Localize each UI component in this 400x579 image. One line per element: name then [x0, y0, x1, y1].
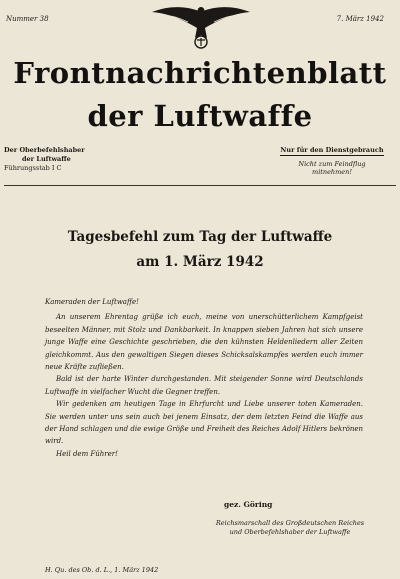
- sender-line2: der Luftwaffe: [22, 155, 71, 163]
- order-body: [45, 296, 363, 460]
- body-paragraph-2: Bald ist der harte Winter durchgestanden. Mit steigender Sonne wird Deutschlands Luftwaffe in vielfacher Wucht die Gegner treffen.: [45, 375, 363, 396]
- signature-title: [210, 519, 370, 537]
- body-paragraph-1: An unserem Ehrentag grüße ich euch, meine von unerschütterlichem Kampfgeist beseelten Männer, mit Stolz und Dankbarkeit. In knappen sieben Jahren hat sich unsere junge Waffe eine Geschichte geschrieben, die den kühnsten Heldenliedern aller Zeiten gleichkommt. Aus den gewaltigen Siegen dieses Schicksalskampfes werden euch immer neue Kräfte zufließen.: [45, 313, 363, 372]
- issue-number: Nummer 38: [6, 15, 49, 23]
- classification-note-line2: mitnehmen!: [312, 168, 352, 176]
- sender-line3: Führungsstab I C: [4, 164, 62, 172]
- salutation: Kameraden der Luftwaffe!: [45, 298, 139, 306]
- classification-block: [276, 146, 388, 176]
- signature-title-line1: Reichsmarschall des Großdeutschen Reiches: [215, 519, 365, 527]
- masthead-title-line1: Frontnachrichtenblatt: [13, 56, 387, 90]
- closing-line: Heil dem Führer!: [56, 449, 118, 458]
- masthead-title-line2: der Luftwaffe: [87, 99, 313, 133]
- headline-line1: Tagesbefehl zum Tag der Luftwaffe: [67, 229, 333, 245]
- signature-block: [210, 500, 370, 537]
- header-divider: [4, 185, 396, 186]
- sender-block: [4, 146, 85, 173]
- body-paragraph-3: Wir gedenken am heutigen Tage in Ehrfurcht und Liebe unserer toten Kameraden. Sie werden unter uns sein auch bei jenem Einsatz, der dem letzten Feind die Waffe aus der Hand schlagen und die ewige Größe und Freiheit des Reiches Adolf Hitlers bekrönen wird.: [45, 400, 363, 446]
- sender-line1: Der Oberbefehlshaber: [4, 146, 85, 154]
- signature-title-line2: und Oberbefehlshaber der Luftwaffe: [229, 528, 351, 536]
- footer-place-date: H. Qu. des Ob. d. L., 1. März 1942: [45, 566, 159, 574]
- headline-line2: am 1. März 1942: [136, 254, 264, 270]
- classification-label: Nur für den Dienstgebrauch: [280, 146, 384, 154]
- eagle-emblem-icon: [150, 2, 252, 50]
- classification-note-line1: Nicht zum Feindflug: [298, 160, 366, 168]
- issue-date: 7. März 1942: [336, 15, 384, 23]
- signature-name: gez. Göring: [224, 500, 273, 509]
